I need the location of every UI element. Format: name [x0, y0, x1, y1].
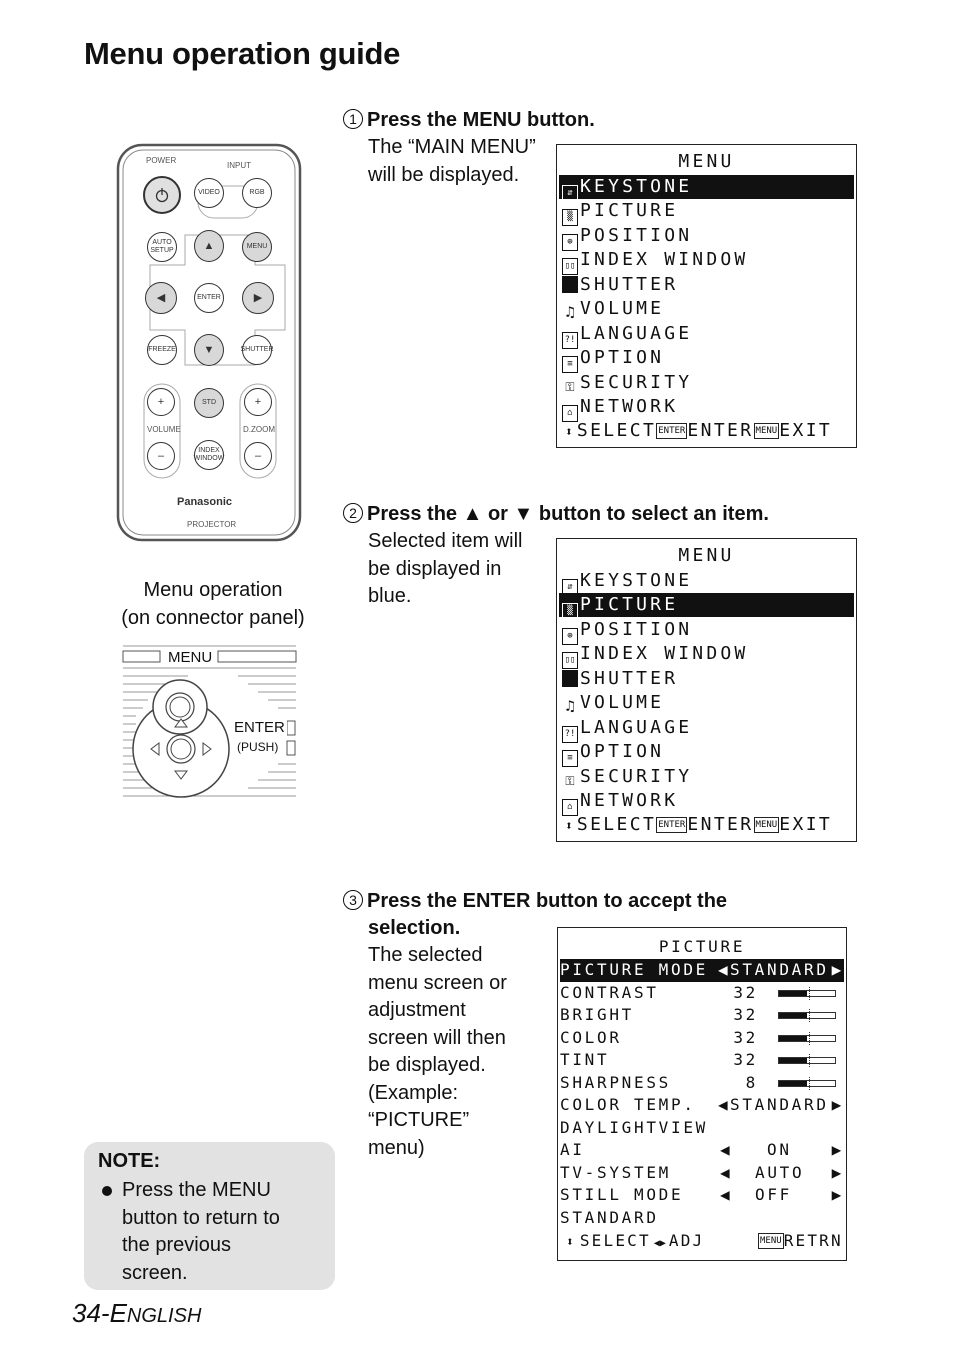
step1-text [368, 134, 536, 189]
step3-number: 3 [343, 890, 363, 910]
enter-key-icon: ENTER [656, 423, 687, 439]
step2-text-line: be displayed in [368, 557, 502, 580]
main-menu-screen-1 [556, 144, 857, 448]
osd-item-picture[interactable]: ▒ PICTURE [559, 593, 854, 617]
volume-label: VOLUME [147, 425, 181, 434]
remote-control [110, 140, 310, 550]
step3-heading-line2: selection. [368, 917, 461, 939]
color-slider[interactable] [778, 1035, 836, 1042]
step3-text-line: adjustment [368, 999, 466, 1021]
down-triangle-icon: ▼ [513, 503, 534, 525]
position-icon: ⊕ [562, 628, 578, 645]
up-button[interactable] [194, 230, 224, 262]
keystone-icon: ⇵ [562, 185, 578, 202]
panel-caption-line1: Menu operation [143, 579, 283, 601]
panel-caption-line2: (on connector panel) [121, 607, 305, 629]
osd-item-volume[interactable]: ♫ VOLUME [559, 691, 854, 715]
picture-icon: ▒ [562, 209, 578, 226]
color-row[interactable]: COLOR 32 [560, 1027, 844, 1050]
ai-row[interactable]: AI ◀ ON ▶ [560, 1139, 844, 1162]
picture-menu-screen [557, 927, 847, 1261]
osd-item-language[interactable]: ?! LANGUAGE [559, 322, 854, 346]
step2-text-line: blue. [368, 585, 412, 607]
dzoom-up-button[interactable]: + [244, 388, 272, 416]
panel-caption [100, 576, 326, 632]
step3-text [368, 942, 507, 1162]
connector-panel [118, 643, 303, 803]
bullet-icon [102, 1186, 112, 1196]
power-button[interactable] [143, 176, 181, 214]
contrast-row[interactable]: CONTRAST 32 [560, 982, 844, 1005]
right-arrow-icon: ▶ [253, 292, 263, 304]
step2-text-line: Selected item will [368, 530, 523, 552]
rgb-button[interactable]: RGB [242, 178, 272, 208]
contrast-slider[interactable] [778, 990, 836, 997]
tv-system-row[interactable]: TV-SYSTEM ◀ AUTO ▶ [560, 1162, 844, 1185]
index-window-icon: ▯▯ [562, 258, 578, 275]
step2-number: 2 [343, 503, 363, 523]
projector-label: PROJECTOR [187, 520, 237, 529]
up-down-icon: ⬍ [565, 819, 573, 834]
osd-item-shutter[interactable]: SHUTTER [559, 273, 854, 297]
key-icon: ⚿ [565, 774, 575, 788]
sharpness-slider[interactable] [778, 1080, 836, 1087]
menu-key-icon: MENU [754, 817, 780, 833]
picture-menu-footer: ⬍ SELECT ◀▶ ADJ MENU RETRN [566, 1231, 843, 1250]
panel-menu-label: MENU [168, 649, 213, 666]
left-button[interactable] [145, 282, 177, 314]
volume-down-button[interactable]: – [147, 442, 175, 470]
up-triangle-icon: ▲ [462, 503, 483, 525]
step2-heading: 2 Press the ▲ or ▼ button to select an item. [343, 500, 769, 528]
step3-text-line: be displayed. [368, 1054, 486, 1076]
color-temp-row[interactable]: COLOR TEMP. ◀ STANDARD ▶ [560, 1094, 844, 1117]
note-line: Press the MENU [122, 1179, 271, 1201]
keystone-icon: ⇵ [562, 579, 578, 596]
osd-footer: ⬍ SELECT ENTER ENTER MENU EXIT [565, 420, 833, 441]
osd-item-option[interactable]: ≡ OPTION [559, 346, 854, 370]
left-arrow-icon: ◀ [718, 960, 731, 979]
bright-row[interactable]: BRIGHT 32 [560, 1004, 844, 1027]
osd-item-keystone[interactable]: ⇵ KEYSTONE [559, 175, 854, 199]
osd-item-position[interactable]: ⊕ POSITION [559, 224, 854, 248]
std-button[interactable]: STD [194, 388, 224, 418]
osd-item-option[interactable]: ≡ OPTION [559, 740, 854, 764]
index-window-button[interactable]: INDEX WINDOW [194, 440, 224, 470]
step2-text [368, 528, 523, 611]
osd-item-index-window[interactable]: ▯▯ INDEX WINDOW [559, 248, 854, 272]
osd-item-index-window[interactable]: ▯▯ INDEX WINDOW [559, 642, 854, 666]
menu-key-icon: MENU [758, 1233, 784, 1249]
step3-text-line: menu) [368, 1136, 425, 1159]
step1-number: 1 [343, 109, 363, 129]
note-line: the previous [122, 1234, 231, 1256]
up-arrow-icon: ▲ [203, 240, 215, 252]
freeze-button[interactable]: FREEZE [147, 335, 177, 365]
note-title: NOTE: [98, 1150, 161, 1172]
shutter-icon [562, 276, 578, 293]
video-button[interactable]: VIDEO [194, 178, 224, 208]
osd-title: MENU [678, 545, 735, 566]
right-arrow-icon: ▶ [831, 1140, 844, 1159]
index-window-icon: ▯▯ [562, 652, 578, 669]
note-line: screen. [122, 1261, 188, 1284]
osd-item-network[interactable]: ⌂ NETWORK [559, 789, 854, 813]
key-icon: ⚿ [565, 380, 575, 394]
step1-text-line: The “MAIN MENU” [368, 136, 536, 158]
option-icon: ≡ [562, 750, 578, 767]
page-title: Menu operation guide [84, 36, 401, 71]
page-number: 34-ENGLISH [72, 1298, 202, 1328]
picture-mode-row[interactable]: PICTURE MODE ◀ STANDARD ▶ [560, 959, 844, 982]
step1-text-line: will be displayed. [368, 163, 520, 186]
standard-row[interactable]: STANDARD [560, 1208, 659, 1227]
power-icon [154, 187, 170, 203]
still-mode-row[interactable]: STILL MODE ◀ OFF ▶ [560, 1184, 844, 1207]
left-right-icon: ◀▶ [653, 1238, 666, 1249]
step3-text-line: “PICTURE” [368, 1109, 470, 1131]
volume-up-button[interactable]: + [147, 388, 175, 416]
language-icon: ?! [562, 726, 578, 743]
osd-item-network[interactable]: ⌂ NETWORK [559, 395, 854, 419]
left-arrow-icon: ◀ [720, 1163, 733, 1182]
power-label: POWER [146, 156, 177, 165]
step3-text-line: (Example: [368, 1081, 459, 1104]
shutter-icon [562, 670, 578, 687]
daylight-view-row[interactable]: DAYLIGHTVIEW [560, 1118, 708, 1137]
osd-item-volume[interactable]: ♫ VOLUME [559, 297, 854, 321]
left-arrow-icon: ◀ [720, 1140, 733, 1159]
volume-icon: ♫ [565, 303, 575, 321]
step3-text-line: The selected [368, 944, 483, 966]
right-arrow-icon: ▶ [831, 1095, 844, 1114]
panel-enter-label: ENTER [234, 719, 285, 736]
brand-logo: Panasonic [177, 496, 233, 508]
right-arrow-icon: ▶ [831, 960, 844, 979]
auto-setup-button[interactable]: AUTO SETUP [147, 232, 177, 262]
right-arrow-icon: ▶ [831, 1185, 844, 1204]
panel-push-label: (PUSH) [237, 740, 279, 754]
osd-item-shutter[interactable]: SHUTTER [559, 667, 854, 691]
osd-item-security[interactable]: ⚿ SECURITY [559, 371, 854, 395]
up-down-icon: ⬍ [565, 425, 573, 440]
sharpness-row[interactable]: SHARPNESS 8 [560, 1072, 844, 1095]
right-arrow-icon: ▶ [831, 1163, 844, 1182]
enter-button[interactable]: ENTER [194, 283, 224, 313]
position-icon: ⊕ [562, 234, 578, 251]
left-arrow-icon: ◀ [718, 1095, 731, 1114]
tint-slider[interactable] [778, 1057, 836, 1064]
osd-item-picture[interactable]: ▒ PICTURE [559, 199, 854, 223]
network-icon: ⌂ [562, 799, 578, 816]
osd-item-keystone[interactable]: ⇵ KEYSTONE [559, 569, 854, 593]
down-arrow-icon: ▼ [203, 344, 215, 356]
dzoom-down-button[interactable]: – [244, 442, 272, 470]
enter-key-icon: ENTER [656, 817, 687, 833]
language-icon: ?! [562, 332, 578, 349]
down-button[interactable] [194, 334, 224, 366]
tint-row[interactable]: TINT 32 [560, 1049, 844, 1072]
network-icon: ⌂ [562, 405, 578, 422]
note-line: button to return to [122, 1206, 280, 1229]
left-arrow-icon: ◀ [156, 292, 166, 304]
shutter-button[interactable]: SHUTTER [242, 335, 272, 365]
step3-text-line: menu screen or [368, 971, 507, 994]
right-button[interactable] [242, 282, 274, 314]
step1-heading [343, 106, 595, 134]
osd-title: MENU [678, 151, 735, 172]
dzoom-label: D.ZOOM [243, 425, 275, 434]
note-text [122, 1177, 280, 1287]
menu-button[interactable]: MENU [242, 232, 272, 262]
volume-icon: ♫ [565, 697, 575, 715]
up-down-icon: ⬍ [566, 1235, 574, 1250]
bright-slider[interactable] [778, 1012, 836, 1019]
osd-footer: ⬍ SELECT ENTER ENTER MENU EXIT [565, 814, 833, 835]
step3-heading: 3 Press the ENTER button to accept the [343, 887, 727, 915]
osd-item-security[interactable]: ⚿ SECURITY [559, 765, 854, 789]
osd-title: PICTURE [658, 937, 746, 956]
input-label: INPUT [227, 161, 251, 170]
picture-icon: ▒ [562, 603, 578, 620]
osd-item-language[interactable]: ?! LANGUAGE [559, 716, 854, 740]
note-box [84, 1142, 335, 1290]
osd-item-position[interactable]: ⊕ POSITION [559, 618, 854, 642]
menu-key-icon: MENU [754, 423, 780, 439]
left-arrow-icon: ◀ [720, 1185, 733, 1204]
step3-text-line: screen will then [368, 1026, 506, 1049]
main-menu-screen-2 [556, 538, 857, 842]
step1-heading-text: Press the MENU button. [367, 109, 595, 131]
option-icon: ≡ [562, 356, 578, 373]
